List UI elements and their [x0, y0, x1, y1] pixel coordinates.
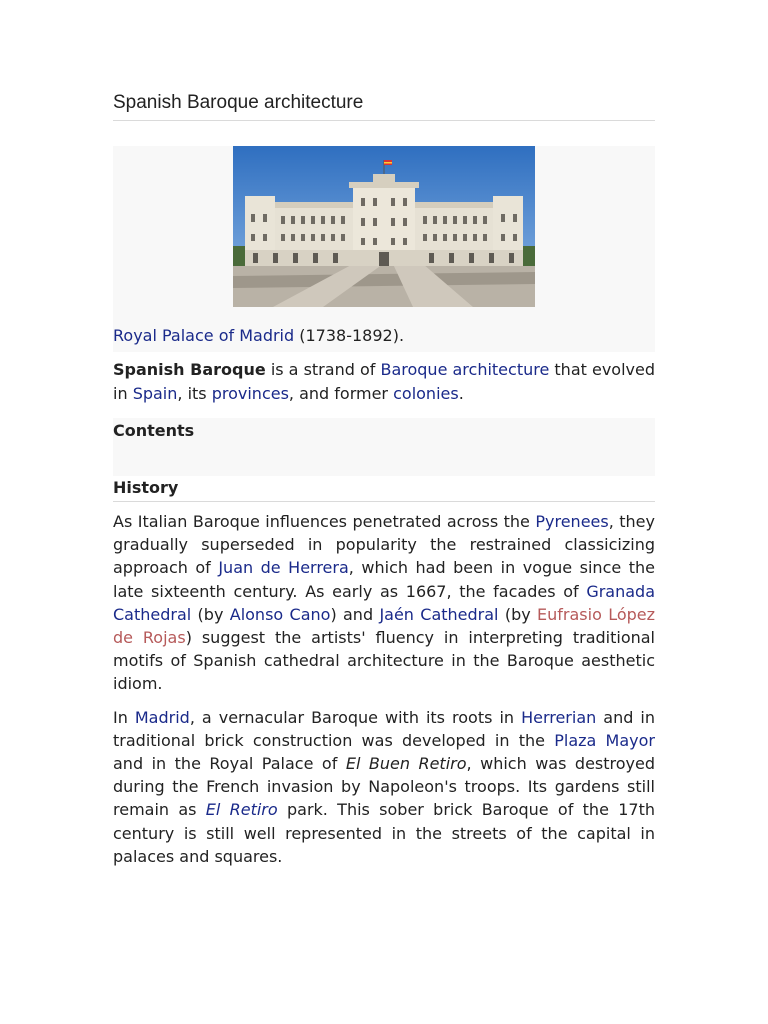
link-provinces[interactable]: provinces	[211, 384, 289, 403]
buen-retiro-italic: El Buen Retiro	[345, 754, 467, 774]
body-text: (by	[197, 604, 224, 624]
link-juan-de-herrera[interactable]: Juan de Herrera	[218, 558, 349, 578]
link-royal-palace-of-madrid[interactable]: Royal Palace of Madrid	[113, 326, 295, 345]
lead-bold-term: Spanish Baroque	[113, 360, 266, 379]
lead-paragraph	[113, 358, 655, 406]
table-of-contents[interactable]	[113, 418, 655, 476]
link-jaen-cathedral[interactable]: Jaén Cathedral	[379, 604, 499, 624]
link-madrid[interactable]: Madrid	[134, 707, 190, 727]
infobox-figure	[113, 146, 655, 352]
link-granada-cathedral[interactable]: Granada Cathedral	[113, 581, 655, 624]
body-text: and in the Royal Palace of	[113, 754, 338, 774]
body-text: park. This sober brick Baroque of the 17th century is still well represented in the streets of the capital in palaces and squares.	[113, 800, 655, 866]
history-paragraph-1	[113, 510, 655, 696]
page-title: Spanish Baroque architecture	[113, 0, 655, 121]
link-alonso-cano[interactable]: Alonso Cano	[229, 604, 331, 624]
history-paragraph-2	[113, 706, 655, 868]
body-text: ) and	[330, 604, 374, 624]
lead-text: , and former	[288, 384, 389, 403]
link-colonies[interactable]: colonies	[393, 384, 459, 403]
figure-caption	[113, 326, 404, 345]
link-eufrasio-lopez-de-rojas[interactable]: Eufrasio López de Rojas	[113, 604, 656, 648]
article	[113, 0, 655, 868]
link-spain[interactable]: Spain	[132, 384, 178, 403]
lead-text: is a strand of	[270, 360, 376, 379]
lead-text: , its	[177, 384, 207, 403]
body-text: In	[113, 707, 128, 727]
body-text: , which was destroyed during the French invasion by Napoleon's troops. Its gardens still remain as	[113, 754, 656, 820]
el-retiro-italic: El Retiro	[205, 800, 278, 820]
body-text: ) suggest the artists' fluency in interpreting traditional motifs of Spanish cathedral architecture in the Baroque aesthetic idiom.	[113, 628, 655, 694]
link-plaza-mayor[interactable]: Plaza Mayor	[554, 730, 656, 750]
lead-text: .	[458, 384, 464, 403]
link-herrerian[interactable]: Herrerian	[521, 707, 597, 727]
lead-text: that evolved in	[113, 360, 656, 403]
body-text: , a vernacular Baroque with its roots in	[189, 707, 515, 727]
link-baroque-architecture[interactable]: Baroque architecture	[380, 360, 550, 379]
body-text: , they gradually superseded in popularity the restrained classicizing approach of	[113, 512, 655, 578]
royal-palace-photo[interactable]	[233, 146, 535, 307]
body-text: and in traditional brick construction was developed in the	[113, 707, 655, 750]
link-el-retiro[interactable]	[206, 800, 278, 819]
body-text: As Italian Baroque influences penetrated across the	[113, 512, 530, 531]
body-text: , which had been in vogue since the late sixteenth century. As early as 1667, the facades of	[113, 558, 655, 601]
body-text: (by	[504, 604, 531, 624]
history-heading: History	[113, 476, 655, 502]
caption-dates: (1738-1892).	[299, 326, 405, 345]
link-pyrenees[interactable]: Pyrenees	[535, 512, 609, 531]
contents-label: Contents	[113, 421, 195, 440]
